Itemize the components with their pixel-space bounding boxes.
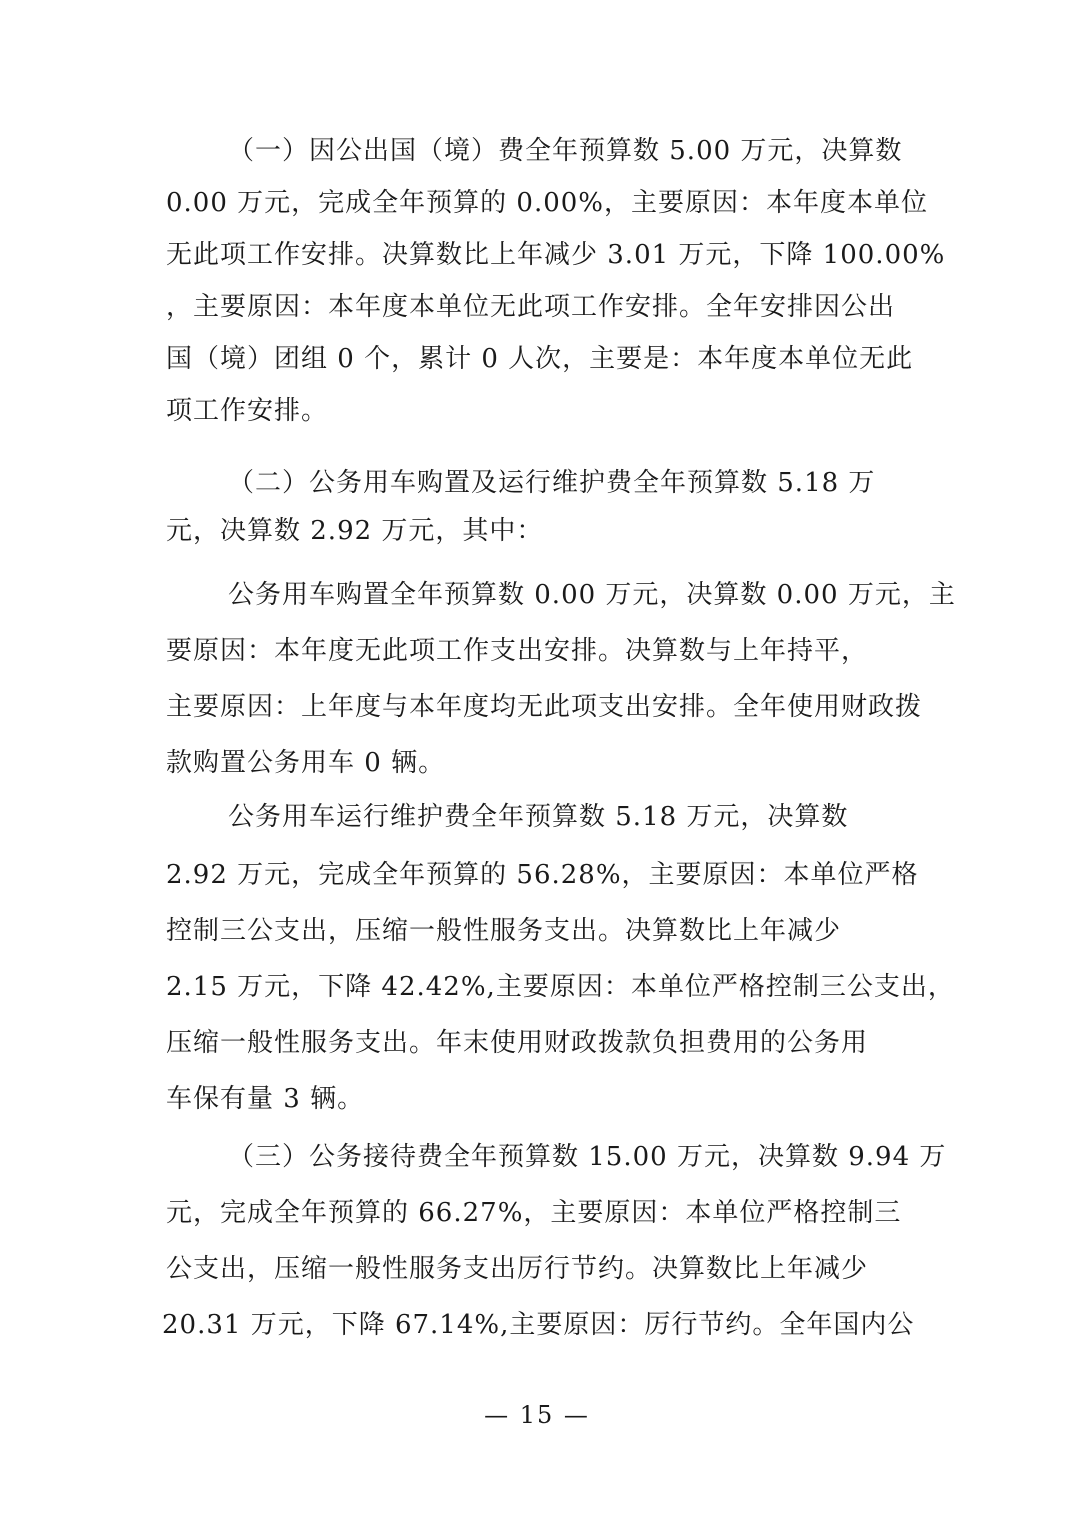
text-line: 2.92 万元，完成全年预算的 56.28%，主要原因：本单位严格 [166, 860, 919, 890]
text-line: 压缩一般性服务支出。年末使用财政拨款负担费用的公务用 [166, 1028, 869, 1058]
text-line: 公支出，压缩一般性服务支出厉行节约。决算数比上年减少 [166, 1254, 869, 1284]
text-line: 元，完成全年预算的 66.27%，主要原因：本单位严格控制三 [166, 1198, 902, 1228]
text-line: ，主要原因：本年度本单位无此项工作安排。全年安排因公出 [166, 292, 896, 322]
text-line: 公务用车运行维护费全年预算数 5.18 万元，决算数 [228, 802, 849, 832]
text-line: 2.15 万元，下降 42.42%,主要原因：本单位严格控制三公支出， [166, 972, 955, 1002]
text-line: （三）公务接待费全年预算数 15.00 万元，决算数 9.94 万 [228, 1142, 947, 1172]
page-number: — 15 — [484, 1401, 590, 1429]
text-line: 主要原因：上年度与本年度均无此项支出安排。全年使用财政拨 [166, 692, 923, 722]
text-line: 控制三公支出，压缩一般性服务支出。决算数比上年减少 [166, 916, 842, 946]
text-line: 国（境）团组 0 个，累计 0 人次，主要是：本年度本单位无此 [166, 344, 914, 374]
text-line: 0.00 万元，完成全年预算的 0.00%，主要原因：本年度本单位 [166, 188, 929, 218]
text-line: 无此项工作安排。决算数比上年减少 3.01 万元，下降 100.00% [166, 240, 946, 270]
text-line: 公务用车购置全年预算数 0.00 万元，决算数 0.00 万元，主 [228, 580, 956, 610]
text-line: 20.31 万元，下降 67.14%,主要原因：厉行节约。全年国内公 [162, 1310, 915, 1340]
text-line: （一）因公出国（境）费全年预算数 5.00 万元，决算数 [228, 136, 903, 166]
text-line: （二）公务用车购置及运行维护费全年预算数 5.18 万 [228, 468, 876, 498]
text-line: 元，决算数 2.92 万元，其中： [166, 516, 544, 546]
text-line: 项工作安排。 [166, 396, 329, 426]
text-line: 款购置公务用车 0 辆。 [166, 748, 446, 778]
text-line: 车保有量 3 辆。 [166, 1084, 365, 1114]
text-line: 要原因：本年度无此项工作支出安排。决算数与上年持平， [166, 636, 869, 666]
